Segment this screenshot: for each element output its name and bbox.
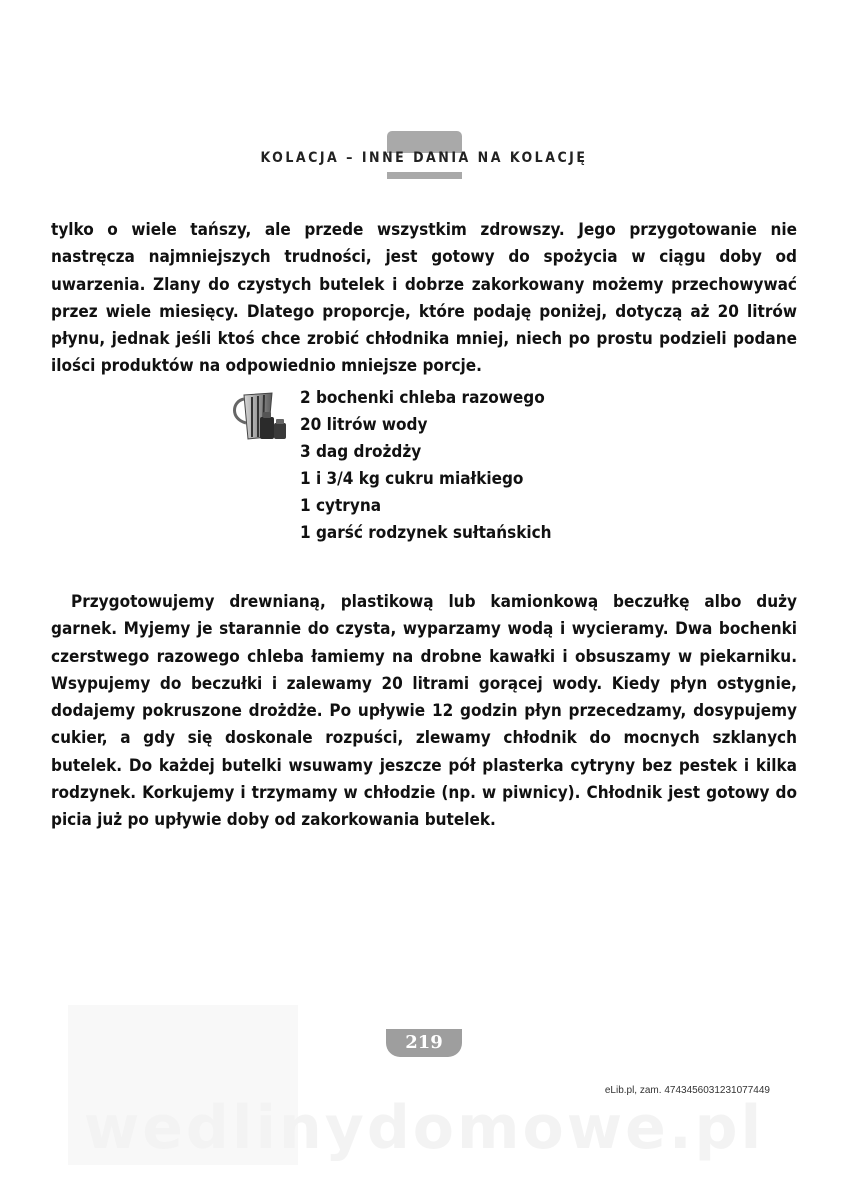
watermark: wedlinydomowe.pl bbox=[83, 1093, 765, 1163]
header-underline-decoration bbox=[387, 172, 462, 179]
ingredient-item: 2 bochenki chleba razowego bbox=[300, 388, 545, 408]
ingredient-item: 1 i 3/4 kg cukru miałkiego bbox=[300, 468, 524, 489]
ingredient-item: 20 litrów wody bbox=[300, 414, 428, 435]
ingredients-list bbox=[300, 385, 552, 546]
method-paragraph: Przygotowujemy drewnianą, plastikową lub kamionkową beczułkę albo duży garnek. Myjemy je starannie do czysta, wyparzamy wodą i wycieramy. Dwa bochenki czerstwego razowego chleba łamiemy na drobne kawałki i obsuszamy w piekarniku. Wsypujemy do beczułki i zalewamy 20 litrami gorącej wody. Kiedy płyn ostygnie, dodajemy pokruszone drożdże. Po upływie 12 godzin płyn przecedzamy, dosypujemy cukier, a gdy się doskonale rozpuści, zlewamy chłodnik do mocnych szklanych butelek. Do każdej butelki wsuwamy jeszcze pół plasterka cytryny bez pestek i kilka rodzynek. Korkujemy i trzymamy w chłodzie (np. w piwnicy). Chłodnik jest gotowy do picia już po upływie doby od zakorkowania butelek. bbox=[51, 592, 797, 831]
ingredient-item: 1 cytryna bbox=[300, 495, 382, 516]
page-number: 219 bbox=[386, 1029, 462, 1057]
intro-paragraph: tylko o wiele tańszy, ale przede wszystkim zdrowszy. Jego przygotowanie nie nastręcza najmniejszych trudności, jest gotowy do spożycia w ciągu doby od uwarzenia. Zlany do czystych butelek i dobrze zakorkowany możemy przechowywać przez wiele miesięcy. Dlatego proporcje, które podaję poniżej, dotyczą aż 20 litrów płynu, jednak jeśli ktoś chce zrobić chłodnika mniej, niech po prostu podzieli podane ilości produktów na odpowiednio mniejsze porcje. bbox=[51, 220, 797, 377]
measuring-jug-and-jars-icon bbox=[224, 389, 292, 443]
chapter-header: KOLACJA – INNE DANIA NA KOLACJĘ bbox=[260, 150, 588, 166]
ingredient-item: 1 garść rodzynek sułtańskich bbox=[300, 522, 552, 543]
ebook-order-id: eLib.pl, zam. 4743456031231077449 bbox=[604, 1085, 770, 1096]
ingredient-item: 3 dag drożdży bbox=[300, 441, 422, 462]
